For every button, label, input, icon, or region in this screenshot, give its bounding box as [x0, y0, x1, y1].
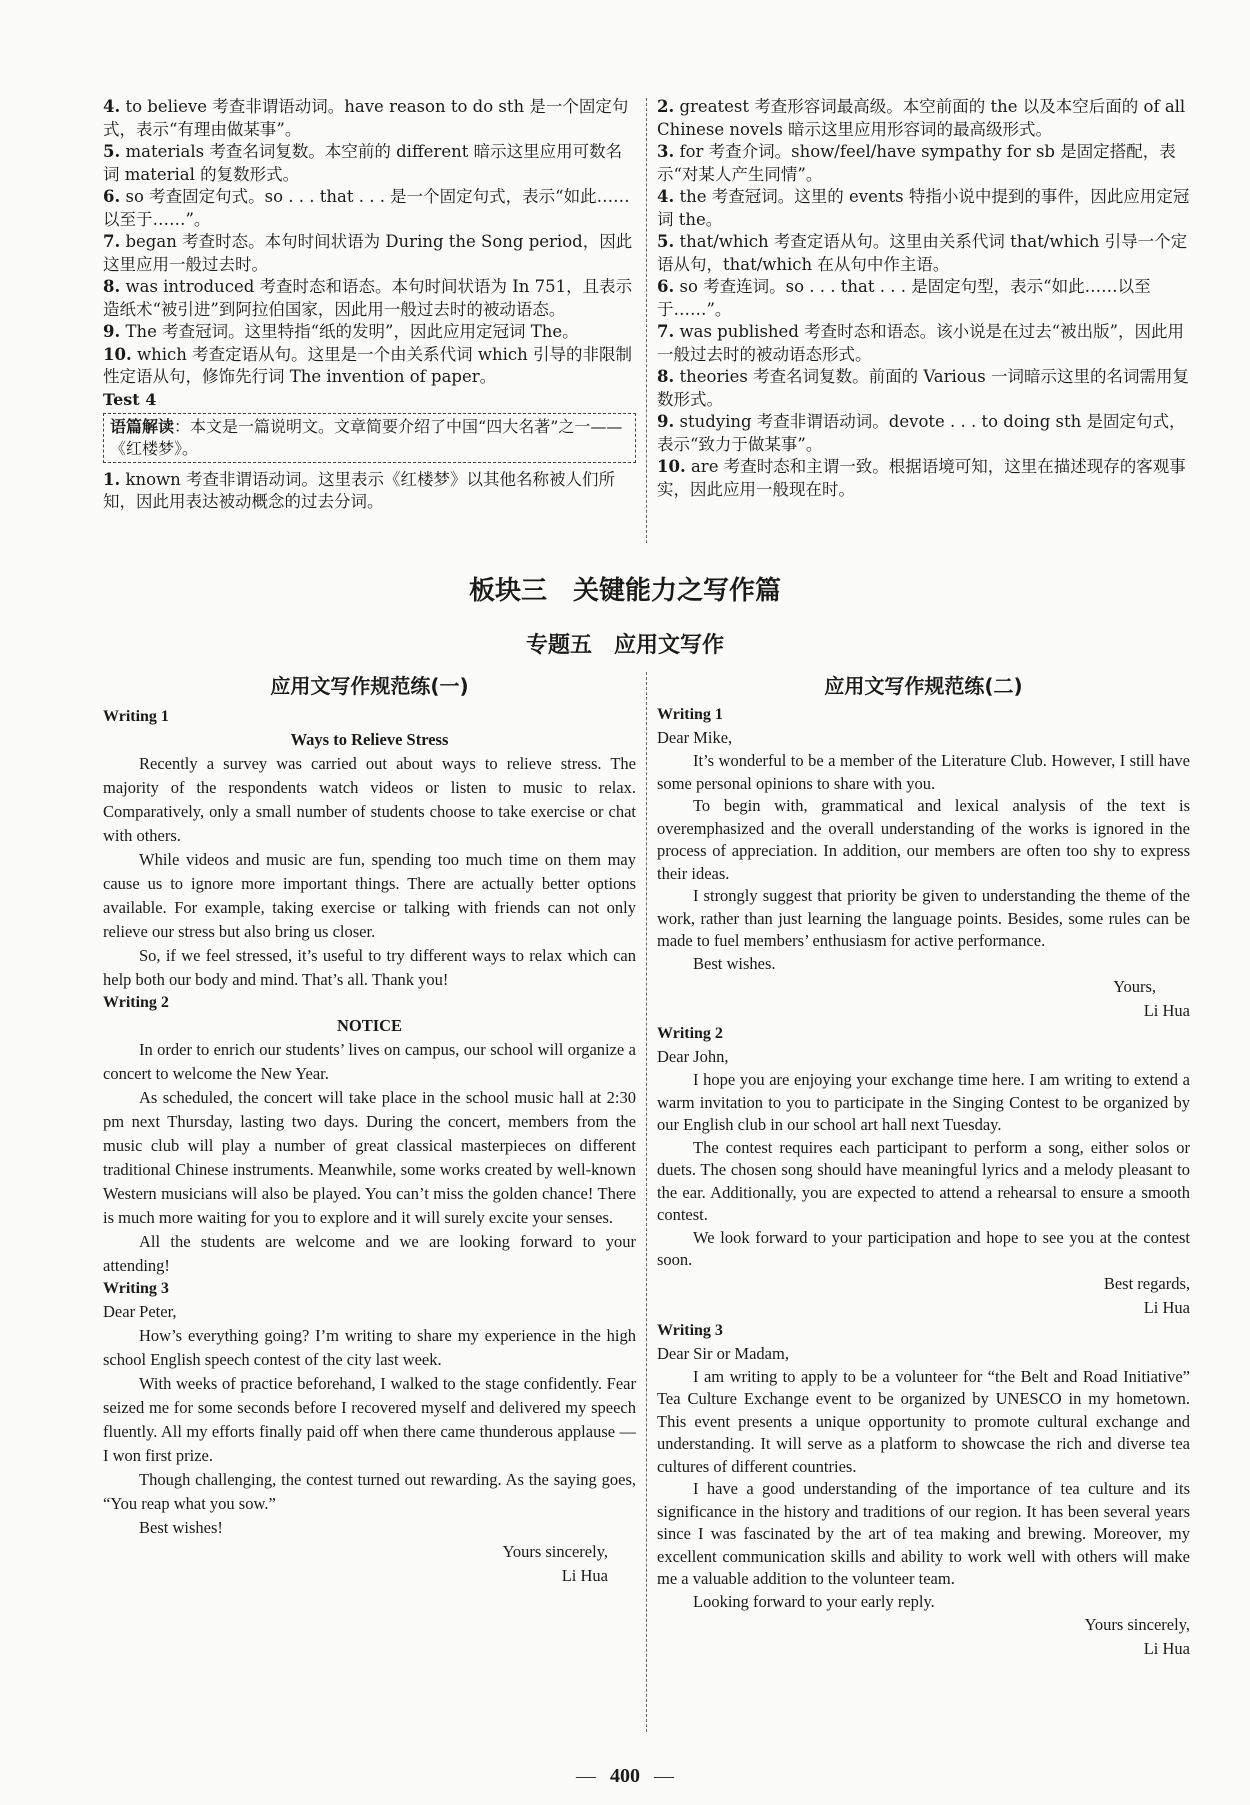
page-number: 400 — [610, 1765, 640, 1787]
paragraph: We look forward to your participation and hope to see you at the contest soon. — [657, 1227, 1190, 1269]
paragraph: Recently a survey was carried out about ways to relieve stress. The majority of the respondents watch videos or listen to music to relax. Comparatively, only a small number of students choose to take exercise or chat with others. — [103, 754, 636, 845]
writing-1-label: Writing 1 — [103, 708, 169, 725]
paragraph: Looking forward to your early reply. — [693, 1591, 935, 1611]
notice-title: NOTICE — [336, 1016, 403, 1035]
column-divider-top — [646, 98, 647, 543]
paragraph: I am writing to apply to be a volunteer for “the Belt and Road Initiative” Tea Culture Exchange event to be organized by UNESCO in my hometown. This event presents a unique opportunity to promote cultural exchange and understanding. It will serve as a platform to showcase the rich and diverse tea cultures of different countries. — [657, 1366, 1190, 1476]
paragraph: To begin with, grammatical and lexical analysis of the text is overemphasized and the overall understanding of the works is ignored in the process of appreciation. In addition, our members are often too shy to express their ideas. — [657, 796, 1190, 883]
test-4-title: Test 4 — [103, 389, 157, 409]
paragraph: All the students are welcome and we are looking forward to your attending! — [103, 1232, 636, 1275]
letter-closing: Yours, — [1113, 977, 1156, 996]
writing-1-label: Writing 1 — [657, 706, 723, 723]
footer-dash-left: — — [576, 1765, 596, 1787]
letter-greeting: Dear Sir or Madam, — [657, 1343, 789, 1363]
writing-1-title: Ways to Relieve Stress — [290, 730, 449, 749]
letter-closing: Yours sincerely, — [502, 1542, 608, 1561]
paragraph: So, if we feel stressed, it’s useful to try different ways to relax which can help both our body and mind. That’s all. Thank you! — [103, 946, 636, 989]
letter-closing: Best regards, — [1103, 1273, 1190, 1293]
answer-item: 5. that/which 考查定语从句。这里由关系代词 that/which 引导一个定语从句，that/which 在从句中作主语。 — [657, 232, 1188, 274]
answer-item: 1. known 考查非谓语动词。这里表示《红楼梦》以其他名称被人们所知，因此用表达被动概念的过去分词。 — [103, 469, 616, 511]
passage-note-label: 语篇解读 — [110, 416, 175, 436]
paragraph: How’s everything going? I’m writing to share my experience in the high school English speech contest of the city last week. — [103, 1326, 636, 1369]
answer-item: 7. began 考查时态。本句时间状语为 During the Song period，因此这里应用一般过去时。 — [103, 232, 633, 274]
answer-item: 5. materials 考查名词复数。本空前的 different 暗示这里应用可数名词 material 的复数形式。 — [103, 142, 623, 184]
answer-item: 9. studying 考查非谓语动词。devote . . . to doing sth 是固定句式，表示“致力于做某事”。 — [657, 412, 1186, 454]
passage-note-box — [103, 413, 636, 463]
paragraph: Best wishes. — [693, 953, 776, 973]
letter-greeting: Dear John, — [657, 1047, 729, 1066]
letter-signature: Li Hua — [1143, 1001, 1190, 1020]
paragraph: It’s wonderful to be a member of the Literature Club. However, I still have some personal opinions to share with you. — [657, 751, 1190, 793]
writing-3-label: Writing 3 — [657, 1321, 723, 1339]
answer-item: 8. was introduced 考查时态和语态。本句时间状语为 In 751，且表示造纸术“被引进”到阿拉伯国家，因此用一般过去时的被动语态。 — [103, 277, 633, 319]
paragraph: I hope you are enjoying your exchange time here. I am writing to extend a warm invitation to you to participate in the Singing Contest to be organized by our English club in our school art hall next Tuesday. — [657, 1070, 1190, 1134]
answer-item: 6. so 考查固定句式。so . . . that . . . 是一个固定句式，表示“如此……以至于……”。 — [103, 187, 630, 229]
answer-item: 3. for 考查介词。show/feel/have sympathy for sb 是固定搭配，表示“对某人产生同情”。 — [657, 142, 1176, 184]
right-writings-column — [657, 704, 1190, 1661]
letter-signature: Li Hua — [561, 1566, 608, 1585]
page-number-footer — [0, 1765, 1250, 1788]
paragraph: Though challenging, the contest turned out rewarding. As the saying goes, “You reap what you sow.” — [103, 1470, 636, 1513]
paragraph: In order to enrich our students’ lives on campus, our school will organize a concert to welcome the New Year. — [103, 1040, 636, 1083]
topic-title: 专题五 应用文写作 — [525, 633, 724, 658]
answers-left-column — [103, 96, 636, 514]
letter-greeting: Dear Mike, — [657, 728, 733, 747]
answer-item: 9. The 考查冠词。这里特指“纸的发明”，因此应用定冠词 The。 — [103, 322, 579, 341]
paragraph: I have a good understanding of the importance of tea culture and its significance in the history and traditions of our region. It has been several years since I was fascinated by the art of tea making and brewing. Moreover, my excellent communication skills and ability to work well with others will make me a valuable addition to the volunteer team. — [657, 1479, 1190, 1588]
writing-2-label: Writing 2 — [103, 994, 169, 1011]
paragraph: As scheduled, the concert will take place in the school music hall at 2:30 pm next Thursday, lasting two days. During the concert, members from the music club will play a number of great classical masterpieces on different traditional Chinese instruments. Meanwhile, some works created by well-known Western musicians will also be played. You can’t miss the golden chance! There is much more waiting for you to explore and it will surely excite your senses. — [103, 1088, 636, 1227]
answer-item: 7. was published 考查时态和语态。该小说是在过去“被出版”，因此用一般过去时的被动语态形式。 — [657, 322, 1184, 364]
paragraph: Best wishes! — [139, 1518, 223, 1537]
answer-item: 6. so 考查连词。so . . . that . . . 是固定句型，表示“如此……以至于……”。 — [657, 277, 1151, 319]
answer-item: 2. greatest 考查形容词最高级。本空前面的 the 以及本空后面的 of all Chinese novels 暗示这里应用形容词的最高级形式。 — [657, 97, 1186, 139]
left-writings-column — [103, 706, 636, 1588]
letter-closing: Yours sincerely, — [1084, 1615, 1190, 1634]
passage-note-text: ：本文是一篇说明文。文章简要介绍了中国“四大名著”之一——《红楼梦》。 — [110, 416, 623, 458]
letter-signature: Li Hua — [1143, 1297, 1190, 1317]
footer-dash-right: — — [654, 1765, 674, 1787]
letter-signature: Li Hua — [1143, 1639, 1190, 1658]
answer-item: 4. to believe 考查非谓语动词。have reason to do sth 是一个固定句式，表示“有理由做某事”。 — [103, 97, 629, 139]
left-practice-heading: 应用文写作规范练(一) — [270, 674, 469, 698]
answers-right-column — [657, 96, 1190, 501]
answer-item: 4. the 考查冠词。这里的 events 特指小说中提到的事件，因此应用定冠词 the。 — [657, 187, 1190, 229]
paragraph: I strongly suggest that priority be given to understanding the theme of the work, rather than just learning the language points. Besides, some rules can be made to fuel members’ enthusiasm for active performance. — [657, 886, 1190, 950]
paragraph: While videos and music are fun, spending too much time on them may cause us to ignore more important things. There are actually better options available. For example, taking exercise or talking with friends can not only relieve our stress but also bring us closer. — [103, 850, 636, 941]
answer-item: 8. theories 考查名词复数。前面的 Various 一词暗示这里的名词需用复数形式。 — [657, 367, 1190, 409]
section-title: 板块三 关键能力之写作篇 — [468, 576, 781, 606]
writing-3-label: Writing 3 — [103, 1280, 169, 1297]
writing-2-label: Writing 2 — [657, 1025, 723, 1042]
paragraph: With weeks of practice beforehand, I walked to the stage confidently. Fear seized me for some seconds before I recovered myself and delivered my speech fluently. All my efforts finally paid off when there came thunderous applause — I won first prize. — [103, 1374, 636, 1465]
right-practice-heading: 应用文写作规范练(二) — [824, 674, 1023, 698]
paragraph: The contest requires each participant to perform a song, either solos or duets. The chosen song should have meaningful lyrics and a melody pleasant to the ear. Additionally, you are expected to attend a rehearsal to ensure a smooth contest. — [657, 1137, 1190, 1224]
answer-item: 10. which 考查定语从句。这里是一个由关系代词 which 引导的非限制性定语从句，修饰先行词 The invention of paper。 — [103, 344, 632, 386]
column-divider-bottom — [646, 672, 647, 1732]
letter-greeting: Dear Peter, — [103, 1302, 177, 1321]
answer-item: 10. are 考查时态和主谓一致。根据语境可知，这里在描述现存的客观事实，因此应用一般现在时。 — [657, 457, 1186, 499]
